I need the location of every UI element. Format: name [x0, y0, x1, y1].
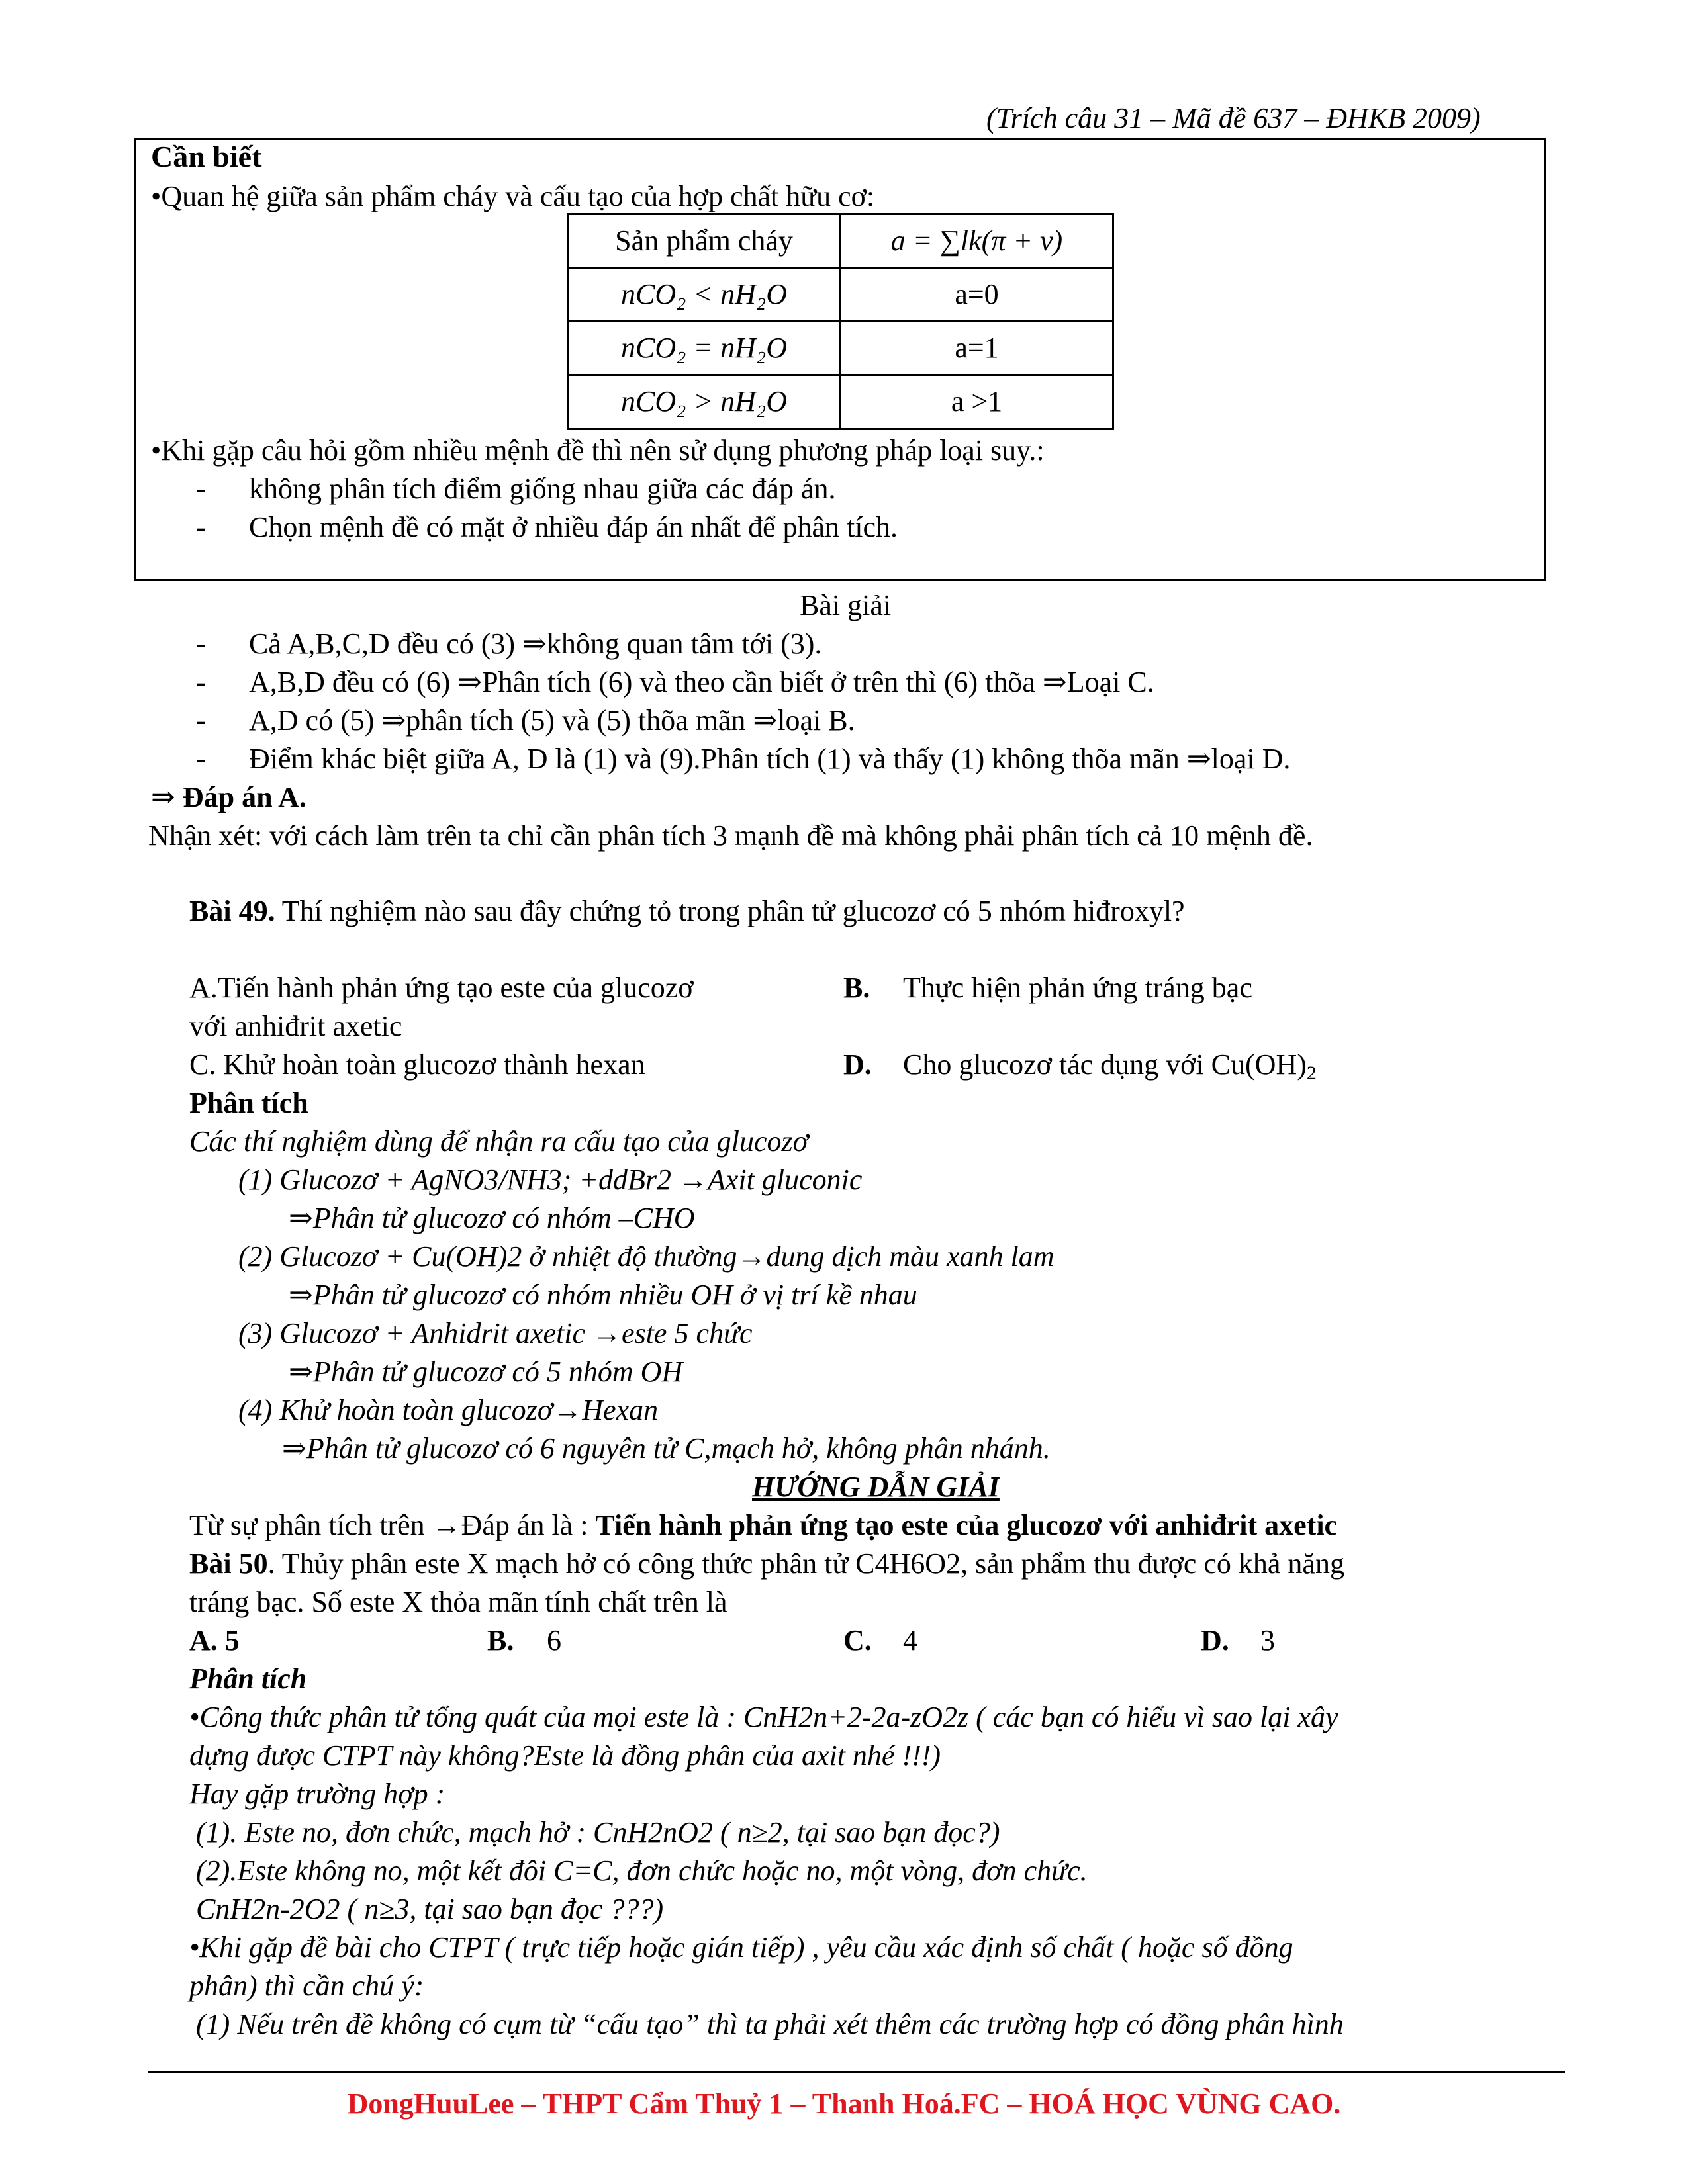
bai-50-option-d-text: 3 [1260, 1624, 1275, 1657]
bai-50-line-3: Hay gặp trường hợp : [189, 1778, 445, 1810]
bai-49-option-d-label: D. [843, 1048, 872, 1081]
bai-49-option-b-label: B. [843, 972, 870, 1004]
bai-50-line-9: (1) Nếu trên đề không có cụm từ “cấu tạo” thì ta phải xét thêm các trường hợp có đồng phân hình [196, 2008, 1344, 2040]
bai-49-option-c: C. Khử hoàn toàn glucozơ thành hexan [189, 1048, 645, 1081]
bai-giai-remark: Nhận xét: với cách làm trên ta chỉ cần phân tích 3 mạnh đề mà không phải phân tích cả 10 mệnh đề. [148, 819, 1313, 852]
bai-49-conclusion-pre: Từ sự phân tích trên →Đáp án là : [189, 1509, 596, 1541]
bai-49-option-b-text: Thực hiện phản ứng tráng bạc [903, 972, 1252, 1004]
bai-49-phan-tich: Phân tích [189, 1087, 308, 1119]
bai-giai-answer: ⇒ Đáp án A. [151, 781, 306, 813]
bai-50-option-d-label: D. [1201, 1624, 1229, 1657]
bai-49-exp-4: (4) Khử hoàn toàn glucozơ→Hexan [238, 1394, 659, 1426]
bai-49-option-d-text: Cho glucozơ tác dụng với Cu(OH) [903, 1048, 1307, 1081]
table-val-2: a=1 [841, 322, 1113, 375]
table-header-a: a = ∑lk(π + v) [841, 214, 1113, 268]
table-header-product: Sản phẩm cháy [568, 214, 841, 268]
bai-49-exp-3-result: ⇒Phân tử glucozơ có 5 nhóm OH [289, 1355, 683, 1388]
bai-49-option-d [843, 1046, 1317, 1084]
bai-giai-line-4: - Điểm khác biệt giữa A, D là (1) và (9).Phân tích (1) và thấy (1) không thõa mãn ⇒loại D. [196, 743, 1291, 775]
bai-49-conclusion-answer: Tiến hành phản ứng tạo este của glucozơ với anhiđrit axetic [595, 1509, 1338, 1541]
bai-50-line-1: •Công thức phân tử tổng quát của mọi este là : CnH2n+2-2a-zO2z ( các bạn có hiểu vì sao lại xây [189, 1701, 1338, 1733]
bai-49-exp-3: (3) Glucozơ + Anhidrit axetic →este 5 chức [238, 1317, 753, 1349]
bai-50-line-4: (1). Este no, đơn chức, mạch hở : CnH2nO2 ( n≥2, tại sao bạn đọc?) [196, 1816, 1000, 1848]
bai-50-option-b-label: B. [487, 1624, 514, 1657]
bai-giai-line-2: - A,B,D đều có (6) ⇒Phân tích (6) và theo cần biết ở trên thì (6) thõa ⇒Loại C. [196, 666, 1154, 698]
bai-49-conclusion [189, 1506, 1337, 1545]
source-note: (Trích câu 31 – Mã đề 637 – ĐHKB 2009) [986, 102, 1481, 134]
can-biet-bullet-2: •Khi gặp câu hỏi gồm nhiều mệnh đề thì nên sử dụng phương pháp loại suy.: [151, 434, 1045, 467]
bai-giai-line-3-text: A,D có (5) ⇒phân tích (5) và (5) thõa mãn ⇒loại B. [249, 704, 855, 737]
bai-50-line-7: •Khi gặp đề bài cho CTPT ( trực tiếp hoặc gián tiếp) , yêu cầu xác định số chất ( hoặc số đồng [189, 1931, 1293, 1964]
bai-giai-line-1-text: Cả A,B,C,D đều có (3) ⇒không quan tâm tới (3). [249, 627, 822, 660]
bai-giai-line-3: - A,D có (5) ⇒phân tích (5) và (5) thõa mãn ⇒loại B. [196, 704, 855, 737]
table-val-3: a >1 [841, 375, 1113, 429]
bai-giai-line-4-text: Điểm khác biệt giữa A, D là (1) và (9).Phân tích (1) và thấy (1) không thõa mãn ⇒loại D. [249, 743, 1291, 775]
bai-50-question-1-text: . Thủy phân este X mạch hở có công thức phân tử C4H6O2, sản phẩm thu được có khả năng [267, 1547, 1344, 1580]
bai-49-exp-1-result: ⇒Phân tử glucozơ có nhóm –CHO [289, 1202, 695, 1234]
bai-49-intro: Các thí nghiệm dùng để nhận ra cấu tạo của glucozơ [189, 1125, 809, 1158]
table-cond-2: nCO₂ = nH₂O [568, 322, 841, 375]
can-biet-dash-1: - không phân tích điểm giống nhau giữa các đáp án. [196, 473, 836, 505]
bai-49-label: Bài 49. [189, 895, 275, 927]
huong-dan-giai-heading: HƯỚNG DẪN GIẢI [752, 1471, 1000, 1503]
bai-49-exp-1: (1) Glucozơ + AgNO3/NH3; +ddBr2 →Axit gluconic [238, 1163, 863, 1196]
bai-50-option-a: A. 5 [189, 1624, 240, 1657]
bai-49-option-a-line-2: với anhiđrit axetic [189, 1010, 402, 1042]
bai-giai-line-1: - Cả A,B,C,D đều có (3) ⇒không quan tâm tới (3). [196, 627, 822, 660]
can-biet-bullet-1: •Quan hệ giữa sản phẩm cháy và cấu tạo của hợp chất hữu cơ: [151, 180, 875, 212]
bai-giai-line-2-text: A,B,D đều có (6) ⇒Phân tích (6) và theo cần biết ở trên thì (6) thõa ⇒Loại C. [249, 666, 1154, 698]
footer-rule [148, 2071, 1565, 2073]
table-val-1: a=0 [841, 268, 1113, 322]
table-cond-1: nCO₂ < nH₂O [568, 268, 841, 322]
bai-50-line-8: phân) thì cần chú ý: [189, 1970, 424, 2002]
bai-50-option-b [487, 1621, 561, 1660]
bai-49-question-text: Thí nghiệm nào sau đây chứng tỏ trong phân tử glucozơ có 5 nhóm hiđroxyl? [275, 895, 1185, 927]
bai-50-line-2: dựng được CTPT này không?Este là đồng phân của axit nhé !!!) [189, 1739, 941, 1772]
bai-50-option-c-label: C. [843, 1624, 872, 1657]
table-cond-3: nCO₂ > nH₂O [568, 375, 841, 429]
bai-50-line-5: (2).Este không no, một kết đôi C=C, đơn chức hoặc no, một vòng, đơn chức. [196, 1854, 1088, 1887]
bai-50-option-c [843, 1621, 917, 1660]
bai-49-exp-2: (2) Glucozơ + Cu(OH)2 ở nhiệt độ thường→dung dịch màu xanh lam [238, 1240, 1055, 1273]
bai-50-option-d [1201, 1621, 1275, 1660]
bai-50-phan-tich: Phân tích [189, 1662, 307, 1695]
can-biet-heading: Cần biết [151, 140, 262, 173]
can-biet-dash-2: - Chọn mệnh đề có mặt ở nhiều đáp án nhất để phân tích. [196, 511, 898, 543]
bai-50-line-6: CnH2n-2O2 ( n≥3, tại sao bạn đọc ???) [196, 1893, 664, 1925]
bai-50-label: Bài 50 [189, 1547, 268, 1580]
burn-product-table [567, 213, 1114, 430]
bai-giai-title: Bài giải [800, 589, 892, 621]
bai-50-option-b-text: 6 [547, 1624, 561, 1657]
bai-49-option-d-sub: 2 [1306, 1062, 1317, 1084]
dash-1-text: không phân tích điểm giống nhau giữa các đáp án. [249, 473, 836, 505]
footer-text: DongHuuLee – THPT Cẩm Thuỷ 1 – Thanh Hoá.FC – HOÁ HỌC VÙNG CAO. [347, 2087, 1341, 2120]
bai-49-exp-4-result: ⇒Phân tử glucozơ có 6 nguyên tử C,mạch hở, không phân nhánh. [282, 1432, 1051, 1465]
bai-49-exp-2-result: ⇒Phân tử glucozơ có nhóm nhiều OH ở vị trí kề nhau [289, 1279, 917, 1311]
bai-49-question [189, 892, 1185, 931]
bai-49-option-b [843, 969, 1252, 1007]
bai-50-question-1 [189, 1545, 1344, 1583]
bai-50-option-c-text: 4 [903, 1624, 917, 1657]
bai-50-question-2: tráng bạc. Số este X thỏa mãn tính chất trên là [189, 1586, 727, 1618]
bai-49-option-a-line-1: A.Tiến hành phản ứng tạo este của glucozơ [189, 972, 694, 1004]
dash-2-text: Chọn mệnh đề có mặt ở nhiều đáp án nhất để phân tích. [249, 511, 898, 543]
